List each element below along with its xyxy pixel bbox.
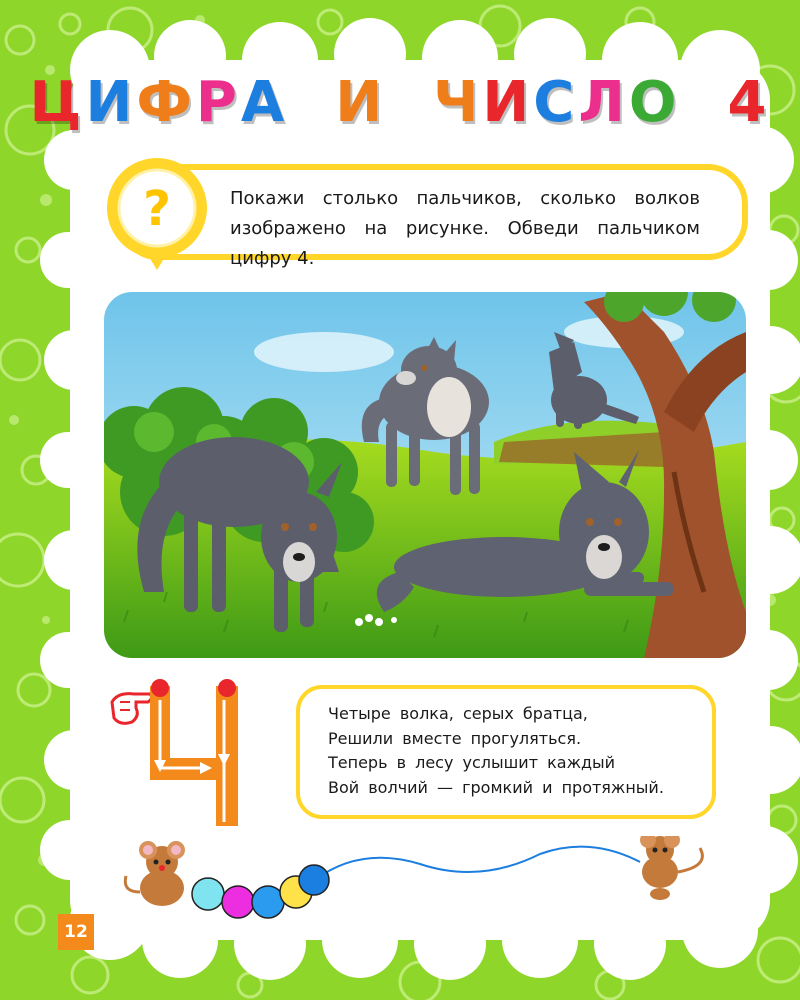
poem bbox=[328, 702, 664, 800]
title-letter: Ч bbox=[433, 70, 483, 135]
title-letter: Л bbox=[578, 70, 629, 135]
poem-line: Теперь в лесу услышит каждый bbox=[328, 753, 616, 772]
digit-4-tracing bbox=[110, 672, 260, 832]
wolves-illustration bbox=[104, 292, 746, 658]
title-letter: Р bbox=[195, 70, 241, 135]
title-letter: А bbox=[240, 70, 289, 135]
poem-line: Решили вместе прогуляться. bbox=[328, 728, 582, 748]
title-letter: О bbox=[628, 70, 681, 135]
page-title bbox=[0, 70, 800, 135]
poem-line: Вой волчий — громкий и протяжный. bbox=[328, 777, 664, 797]
title-letter: Ц bbox=[29, 70, 86, 135]
mouse-right-icon bbox=[640, 836, 702, 900]
title-letter bbox=[288, 70, 335, 135]
title-letter bbox=[681, 70, 728, 135]
question-mark-icon bbox=[102, 152, 212, 282]
title-letter: 4 bbox=[727, 70, 771, 135]
title-letter: С bbox=[533, 70, 579, 135]
pointing-hand-icon bbox=[112, 694, 152, 724]
title-letter: И bbox=[482, 70, 534, 135]
page-number: 12 bbox=[58, 914, 94, 950]
mice-beads-illustration bbox=[120, 836, 720, 926]
mouse-left-icon bbox=[125, 841, 185, 906]
question-text: Покажи столько пальчиков, сколько волков изображено на рисунке. Обведи пальчиком цифру 4. bbox=[230, 188, 700, 269]
poem-line: Четыре волка, серых братца, bbox=[328, 704, 588, 723]
title-letter: Ф bbox=[136, 70, 196, 135]
title-letter bbox=[386, 70, 433, 135]
title-letter: И bbox=[335, 70, 387, 135]
svg-text:?: ? bbox=[143, 181, 171, 237]
title-letter: И bbox=[85, 70, 137, 135]
